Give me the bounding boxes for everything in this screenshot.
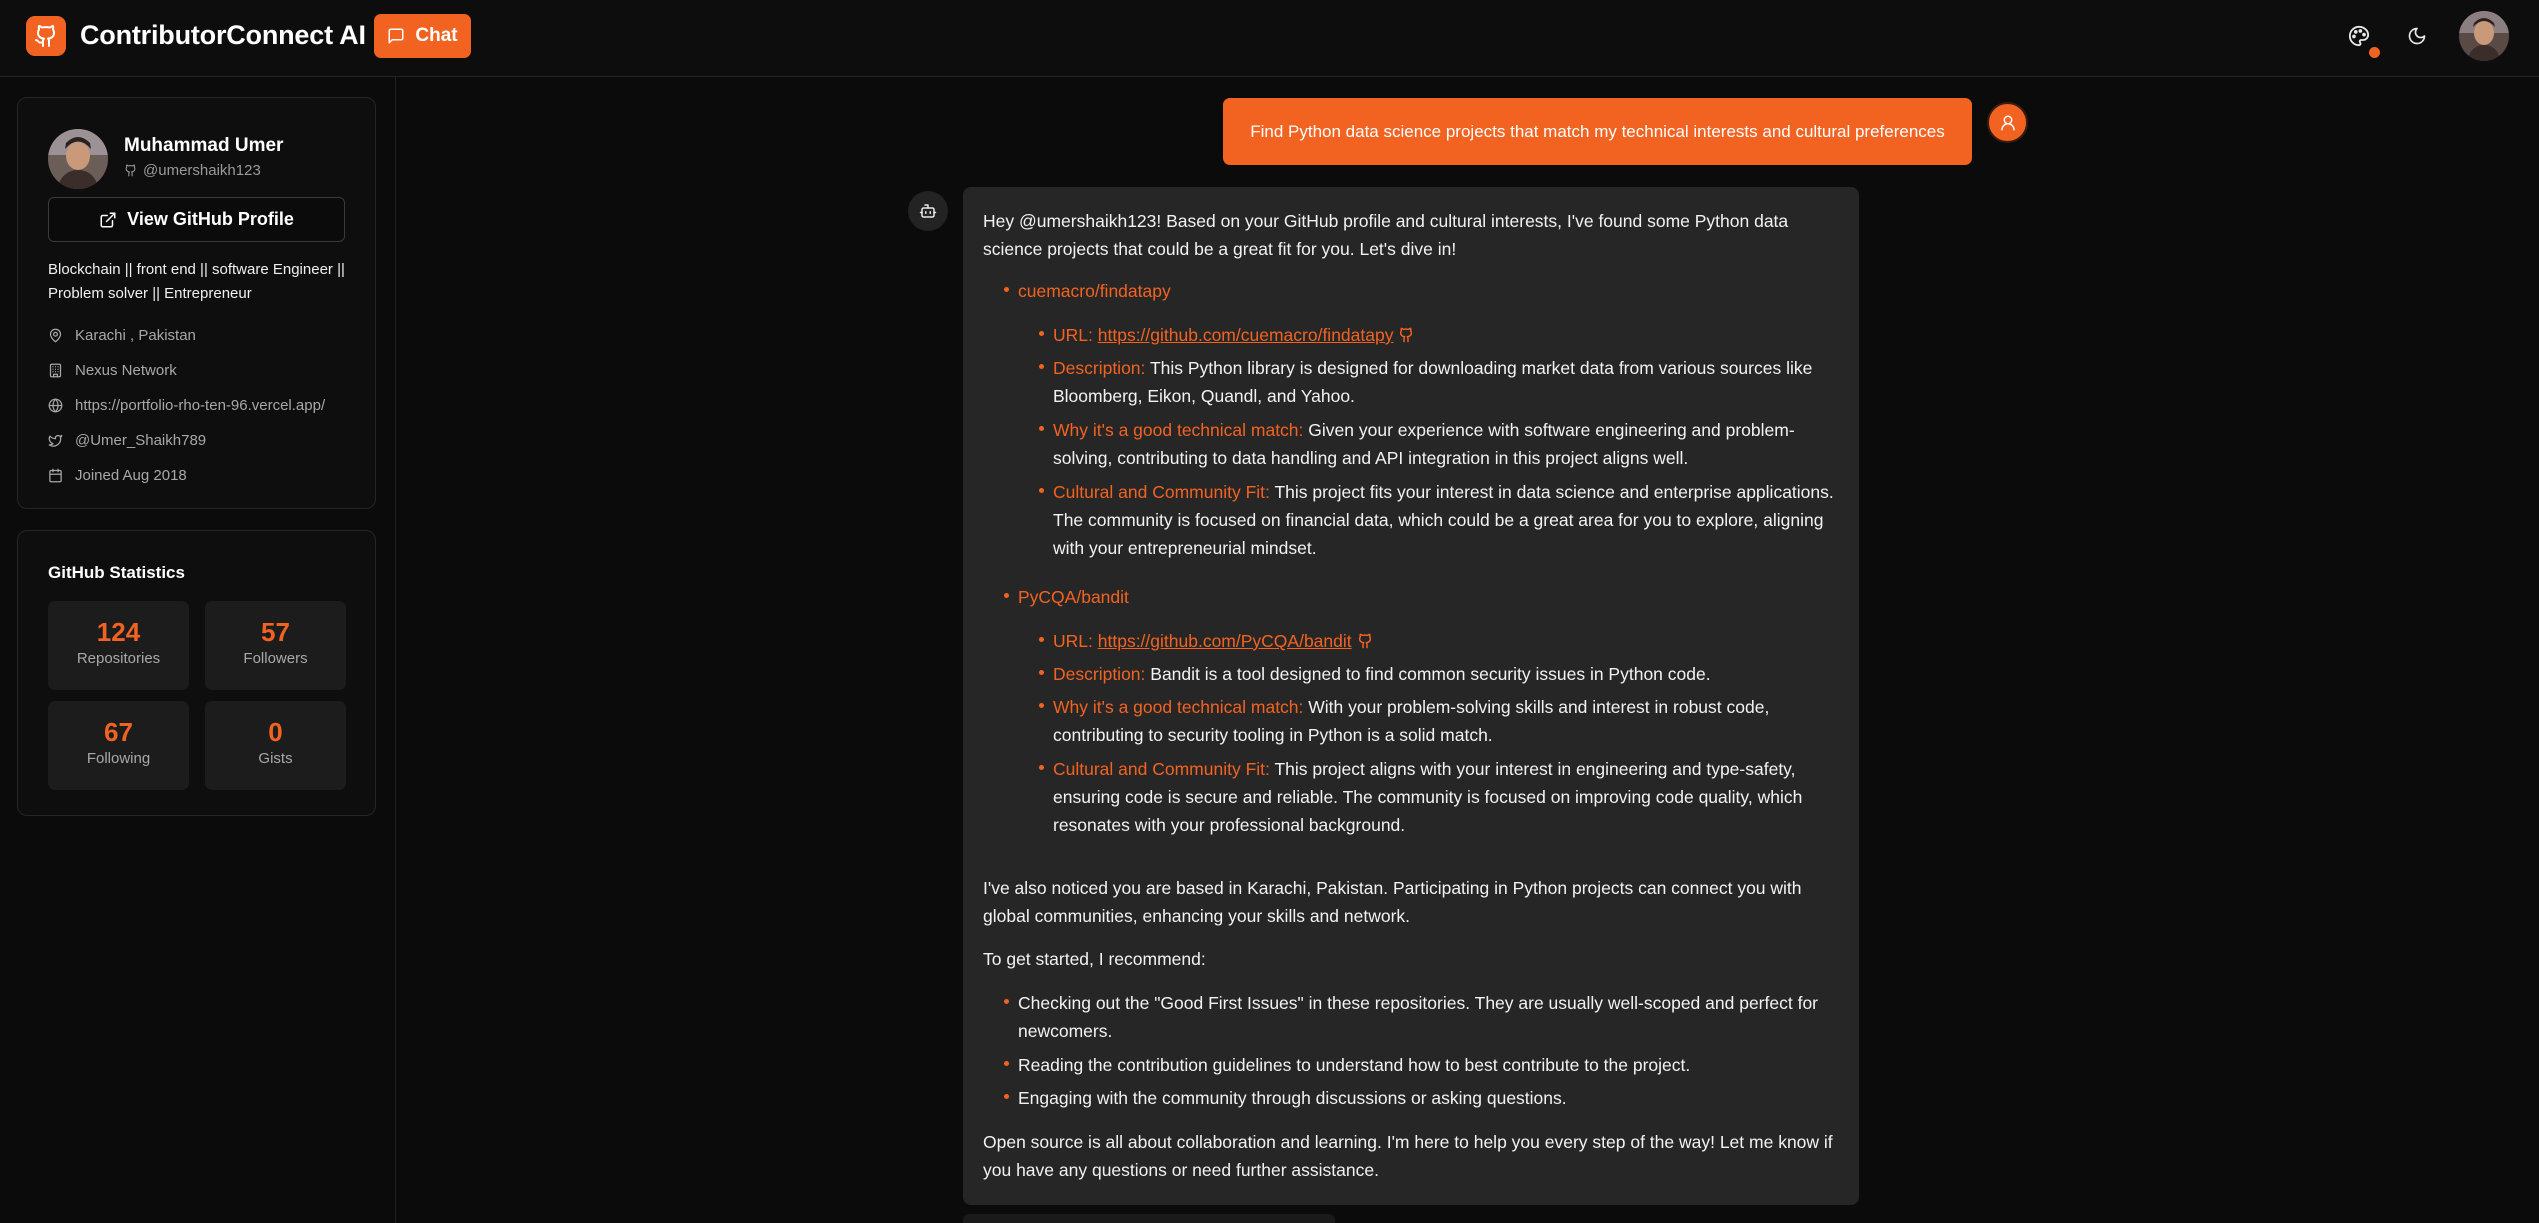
chat-button[interactable]	[374, 14, 471, 58]
description-label: Description:	[1053, 664, 1146, 684]
stat-following	[48, 701, 189, 790]
bullet-dot	[1039, 670, 1044, 675]
stat-label: Repositories	[76, 650, 161, 667]
bullet-dot	[1004, 999, 1009, 1004]
cultural-fit-text: This project aligns with your interest in engineering and type-safety,	[1274, 759, 1796, 779]
profile-handle	[124, 162, 261, 179]
cultural-fit-text: resonates with your professional background.	[1053, 815, 1406, 835]
github-icon	[1398, 327, 1414, 343]
location-paragraph: I've also noticed you are based in Karachi, Pakistan. Participating in Python projects can connect you with	[983, 878, 1802, 898]
globe-icon	[48, 398, 63, 413]
cultural-fit-label: Cultural and Community Fit:	[1053, 759, 1270, 779]
technical-match-label: Why it's a good technical match:	[1053, 697, 1304, 717]
chat-icon	[387, 27, 405, 45]
project-description	[1053, 660, 1711, 688]
stat-value: 0	[268, 717, 283, 747]
building-icon	[48, 363, 63, 378]
github-icon	[124, 164, 137, 177]
notification-dot	[2369, 47, 2380, 58]
twitter-icon	[48, 433, 63, 448]
technical-match-text: With your problem-solving skills and interest in robust code,	[1308, 697, 1770, 717]
stat-repositories	[48, 601, 189, 690]
bullet-dot	[1039, 703, 1044, 708]
description-text: This Python library is designed for downloading market data from various sources like	[1149, 358, 1813, 378]
cultural-fit-text: The community is focused on financial data, which could be a great area for you to explore, aligning	[1053, 510, 1824, 530]
bullet-dot	[1004, 1094, 1009, 1099]
profile-twitter[interactable]	[48, 423, 325, 458]
stat-followers	[205, 601, 346, 690]
closing-paragraph: you have any questions or need further assistance.	[983, 1160, 1379, 1180]
recommendation-item: Engaging with the community through discussions or asking questions.	[1018, 1088, 1567, 1108]
bullet-dot	[1004, 287, 1009, 292]
profile-handle-text: @umershaikh123	[143, 162, 261, 179]
recommendation-item: Checking out the "Good First Issues" in these repositories. They are usually well-scoped and perfect for	[1018, 993, 1819, 1013]
technical-match-text: solving, contributing to data handling and API integration in this project aligns well.	[1053, 448, 1689, 468]
profile-company	[48, 353, 325, 388]
closing-paragraph: Open source is all about collaboration and learning. I'm here to help you every step of the way! Let me know if	[983, 1132, 1833, 1152]
project-technical-match	[1053, 693, 1769, 721]
stat-gists	[205, 701, 346, 790]
recommendation-item: newcomers.	[1018, 1021, 1113, 1041]
project-name: cuemacro/findatapy	[1018, 281, 1171, 301]
map-pin-icon	[48, 328, 63, 343]
description-text: Bandit is a tool designed to find common security issues in Python code.	[1150, 664, 1711, 684]
url-label: URL:	[1053, 325, 1093, 345]
technical-match-text: Given your experience with software engineering and problem-	[1308, 420, 1795, 440]
project-cultural-fit	[1053, 478, 1834, 506]
profile-joined	[48, 458, 325, 493]
profile-website-text[interactable]: https://portfolio-rho-ten-96.vercel.app/	[75, 397, 326, 414]
stat-value: 67	[104, 717, 133, 747]
stat-value: 57	[261, 617, 290, 647]
bullet-dot	[1039, 488, 1044, 493]
profile-avatar	[48, 129, 108, 189]
location-paragraph: global communities, enhancing your skills and network.	[983, 906, 1411, 926]
project-url-row	[1053, 627, 1373, 655]
technical-match-label: Why it's a good technical match:	[1053, 420, 1304, 440]
recommendation-item: Reading the contribution guidelines to understand how to best contribute to the project.	[1018, 1055, 1691, 1075]
project-url-link[interactable]: https://github.com/PyCQA/bandit	[1097, 631, 1352, 651]
project-url-row	[1053, 321, 1414, 349]
recommend-intro: To get started, I recommend:	[983, 949, 1206, 969]
user-icon	[1987, 102, 2028, 143]
bot-icon	[908, 191, 948, 231]
assistant-message-bubble	[963, 187, 1859, 1205]
project-description	[1053, 354, 1812, 382]
view-github-profile-label: View GitHub Profile	[127, 209, 294, 229]
sidebar	[0, 77, 396, 1223]
profile-meta-list	[48, 318, 325, 493]
description-text: Bloomberg, Eikon, Quandl, and Yahoo.	[1053, 386, 1355, 406]
bullet-dot	[1004, 593, 1009, 598]
project-technical-match	[1053, 416, 1795, 444]
bullet-dot	[1039, 426, 1044, 431]
cultural-fit-text: This project fits your interest in data science and enterprise applications.	[1274, 482, 1834, 502]
bullet-dot	[1004, 1061, 1009, 1066]
profile-location-text: Karachi , Pakistan	[75, 327, 196, 344]
bullet-dot	[1039, 364, 1044, 369]
github-icon	[1357, 633, 1373, 649]
url-label: URL:	[1053, 631, 1093, 651]
project-name: PyCQA/bandit	[1018, 587, 1129, 607]
profile-name: Muhammad Umer	[124, 135, 284, 156]
stats-title: GitHub Statistics	[48, 563, 185, 582]
bullet-dot	[1039, 331, 1044, 336]
profile-website[interactable]	[48, 388, 325, 423]
app-title: ContributorConnect AI	[80, 20, 366, 50]
profile-location	[48, 318, 325, 353]
external-link-icon	[99, 211, 117, 229]
profile-card	[17, 97, 376, 509]
next-message-bubble	[963, 1214, 1335, 1223]
profile-bio: Blockchain || front end || software Engineer || Problem solver || Entrepreneur	[48, 261, 345, 302]
calendar-icon	[48, 468, 63, 483]
profile-twitter-text[interactable]: @Umer_Shaikh789	[75, 432, 207, 449]
github-stats-card	[17, 530, 376, 816]
project-url-link[interactable]: https://github.com/cuemacro/findatapy	[1097, 325, 1394, 345]
stat-value: 124	[96, 617, 141, 647]
top-header	[0, 0, 2539, 77]
profile-company-text: Nexus Network	[75, 362, 177, 379]
profile-joined-text: Joined Aug 2018	[75, 467, 187, 484]
stat-label: Gists	[258, 750, 293, 767]
technical-match-text: contributing to security tooling in Python is a solid match.	[1053, 725, 1493, 745]
user-message-bubble: Find Python data science projects that match my technical interests and cultural preferences	[1223, 98, 1972, 165]
cultural-fit-text: with your entrepreneurial mindset.	[1053, 538, 1317, 558]
cultural-fit-text: ensuring code is secure and reliable. The community is focused on improving code quality, which	[1053, 787, 1803, 807]
bullet-dot	[1039, 765, 1044, 770]
view-github-profile-button[interactable]	[48, 197, 345, 242]
chat-button-label: Chat	[415, 25, 458, 46]
moon-icon[interactable]	[2401, 20, 2433, 52]
project-cultural-fit	[1053, 755, 1796, 783]
intro-line: Hey @umershaikh123! Based on your GitHub profile and cultural interests, I've found some Python data	[983, 211, 1789, 231]
github-logo-icon[interactable]	[26, 16, 66, 56]
bullet-dot	[1039, 637, 1044, 642]
stat-label: Followers	[243, 650, 308, 667]
description-label: Description:	[1053, 358, 1146, 378]
cultural-fit-label: Cultural and Community Fit:	[1053, 482, 1270, 502]
user-avatar[interactable]	[2459, 11, 2509, 61]
stat-label: Following	[86, 750, 151, 767]
intro-line: science projects that could be a great fit for you. Let's dive in!	[983, 239, 1457, 259]
